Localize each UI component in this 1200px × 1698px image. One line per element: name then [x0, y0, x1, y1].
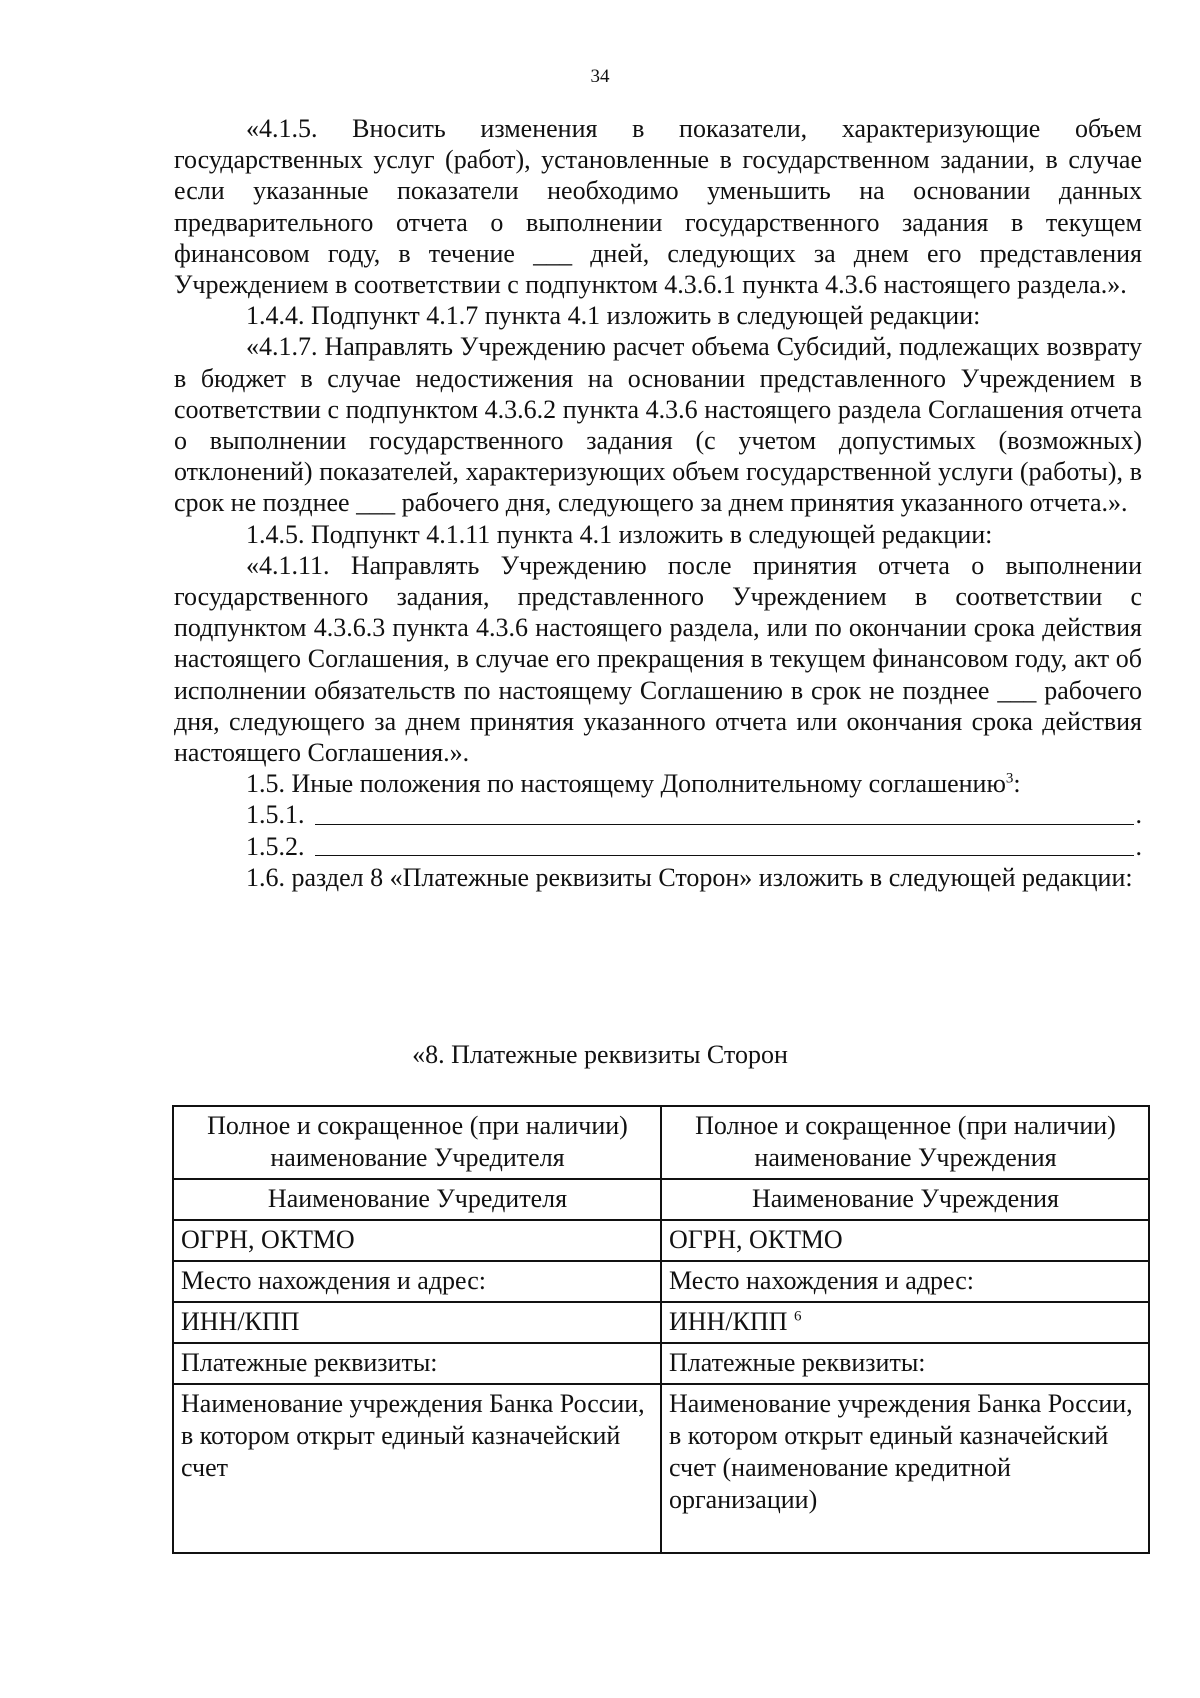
table-header-institution: Полное и сокращенное (при наличии) наименование Учреждения — [661, 1106, 1149, 1179]
blank-line-1-5-1 — [174, 799, 1142, 830]
founder-payment-cell: Платежные реквизиты: — [173, 1343, 661, 1384]
page-number: 34 — [590, 66, 610, 87]
paragraph-1-5-text: 1.5. Иные положения по настоящему Дополнительному соглашению — [246, 769, 1006, 799]
paragraph-1-6: 1.6. раздел 8 «Платежные реквизиты Сторон» изложить в следующей редакции: — [246, 862, 1133, 892]
blank-line-label: 1.5.1. — [246, 800, 305, 830]
paragraph-1-5-colon: : — [1013, 769, 1021, 799]
institution-inn-text: ИНН/КПП — [669, 1307, 788, 1336]
table-row — [173, 1384, 1149, 1553]
institution-ogrn-cell: ОГРН, ОКТМО — [661, 1220, 1149, 1261]
blank-line-end: . — [1135, 800, 1142, 830]
table-row — [173, 1261, 1149, 1302]
table-row — [173, 1220, 1149, 1261]
requisites-table — [172, 1105, 1150, 1554]
blank-line-label: 1.5.2. — [246, 831, 305, 861]
table-header-founder: Полное и сокращенное (при наличии) наименование Учредителя — [173, 1106, 661, 1179]
footnote-marker: 6 — [793, 1308, 802, 1325]
paragraph-1-4-5: 1.4.5. Подпункт 4.1.11 пункта 4.1 изложить в следующей редакции: — [246, 519, 993, 549]
paragraph-4-1-5: «4.1.5. Вносить изменения в показатели, характеризующие объем государственных услуг (работ), установленные в государственном задании, в случае если указанные показатели необходимо уменьшить на основании данных предварительного отчета о выполнении государственного задания в текущем финансовом году, в течение ___ дней, следующих за днем его представления Учреждением в соответствии с подпунктом 4.3.6.1 пункта 4.3.6 настоящего раздела.». — [174, 114, 1142, 300]
institution-address-cell: Место нахождения и адрес: — [661, 1261, 1149, 1302]
table-row — [173, 1106, 1149, 1179]
blank-fill-line — [315, 854, 1134, 856]
paragraph-4-1-7: «4.1.7. Направлять Учреждению расчет объема Субсидий, подлежащих возврату в бюджет в случае недостижения на основании представленного Учреждением в соответствии с подпунктом 4.3.6.2 пункта 4.3.6 настоящего раздела Соглашения отчета о выполнении государственного задания (с учетом допустимых (возможных) отклонений) показателей, характеризующих объем государственной услуги (работы), в срок не позднее ___ рабочего дня, следующего за днем принятия указанного отчета.». — [174, 332, 1142, 518]
section-heading: «8. Платежные реквизиты Сторон — [412, 1040, 788, 1069]
table-row — [173, 1302, 1149, 1343]
institution-bank-cell: Наименование учреждения Банка России, в котором открыт единый казначейский счет (наименование кредитной организации) — [661, 1384, 1149, 1553]
paragraph-1-5 — [174, 768, 1142, 799]
founder-address-cell: Место нахождения и адрес: — [173, 1261, 661, 1302]
paragraph-4-1-11: «4.1.11. Направлять Учреждению после принятия отчета о выполнении государственного задания, представленного Учреждением в соответствии с подпунктом 4.3.6.3 пункта 4.3.6 настоящего раздела, или по окончании срока действия настоящего Соглашения, в случае его прекращения в текущем финансовом году, акт об исполнении обязательств по настоящему Соглашению в срок не позднее ___ рабочего дня, следующего за днем принятия указанного отчета или окончания срока действия настоящего Соглашения.». — [174, 550, 1142, 768]
blank-fill-line — [315, 823, 1134, 825]
table-row — [173, 1179, 1149, 1220]
footnote-marker: 3 — [1005, 770, 1014, 787]
blank-line-end: . — [1135, 831, 1142, 861]
document-body — [174, 113, 1142, 893]
paragraph-1-4-4: 1.4.4. Подпункт 4.1.7 пункта 4.1 изложить в следующей редакции: — [246, 301, 981, 331]
table-row — [173, 1343, 1149, 1384]
institution-inn-cell — [661, 1302, 1149, 1343]
founder-ogrn-cell: ОГРН, ОКТМО — [173, 1220, 661, 1261]
founder-name-cell: Наименование Учредителя — [173, 1179, 661, 1220]
founder-inn-cell: ИНН/КПП — [173, 1302, 661, 1343]
institution-name-cell: Наименование Учреждения — [661, 1179, 1149, 1220]
institution-payment-cell: Платежные реквизиты: — [661, 1343, 1149, 1384]
founder-bank-cell: Наименование учреждения Банка России, в котором открыт единый казначейский счет — [173, 1384, 661, 1553]
blank-line-1-5-2 — [174, 831, 1142, 862]
